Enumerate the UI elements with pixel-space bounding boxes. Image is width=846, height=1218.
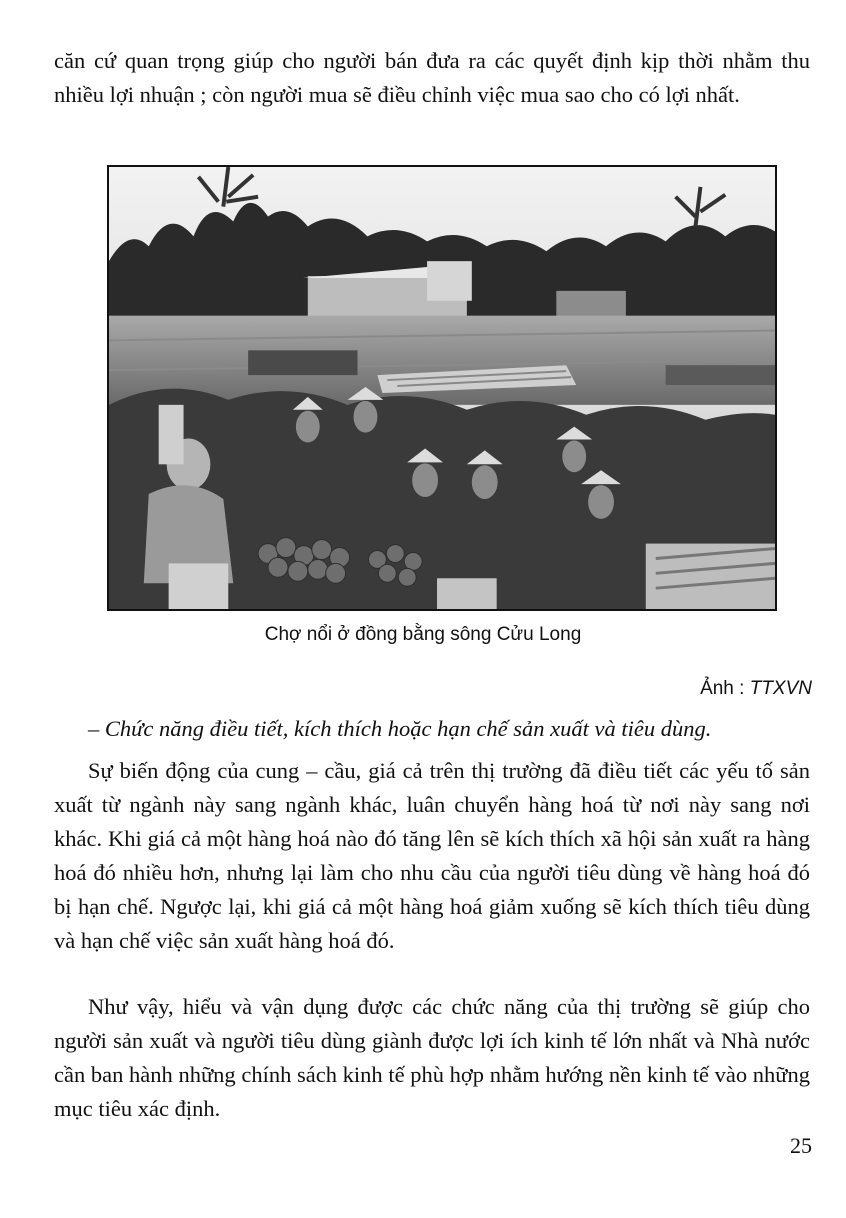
- intro-paragraph: căn cứ quan trọng giúp cho người bán đưa ra các quyết định kịp thời nhằm thu nhiều lợi nhuận ; còn người mua sẽ điều chỉnh việc mua sao cho có lợi nhất.: [54, 48, 810, 107]
- floating-market-illustration: [109, 167, 775, 609]
- floating-market-photo: [107, 165, 777, 611]
- section-heading: – Chức năng điều tiết, kích thích hoặc hạn chế sản xuất và tiêu dùng.: [88, 716, 712, 741]
- body-paragraph-3: Như vậy, hiểu và vận dụng được các chức năng của thị trường sẽ giúp cho người sản xuất và người tiêu dùng giành được lợi ích kinh tế lớn nhất và Nhà nước cần ban hành những chính sách kinh tế phù hợp nhằm hướng nền kinh tế vào những mục tiêu xác định.: [54, 994, 810, 1121]
- body-paragraph-2: Sự biến động của cung – cầu, giá cả trên thị trường đã điều tiết các yếu tố sản xuất từ ngành này sang ngành khác, luân chuyển hàng hoá từ nơi này sang nơi khác. Khi giá cả một hàng hoá nào đó tăng lên sẽ kích thích xã hội sản xuất ra hàng hoá đó nhiều hơn, nhưng lại làm cho nhu cầu của người tiêu dùng về hàng hoá đó bị hạn chế. Ngược lại, khi giá cả một hàng hoá giảm xuống sẽ kích thích tiêu dùng và hạn chế việc sản xuất hàng hoá đó.: [54, 758, 810, 953]
- page-number: 25: [790, 1133, 812, 1158]
- photo-caption: Chợ nổi ở đồng bằng sông Cửu Long: [264, 624, 582, 645]
- photo-credit-source: TTXVN: [749, 678, 812, 699]
- photo-credit: [700, 678, 812, 700]
- photo-credit-label: Ảnh :: [700, 678, 750, 699]
